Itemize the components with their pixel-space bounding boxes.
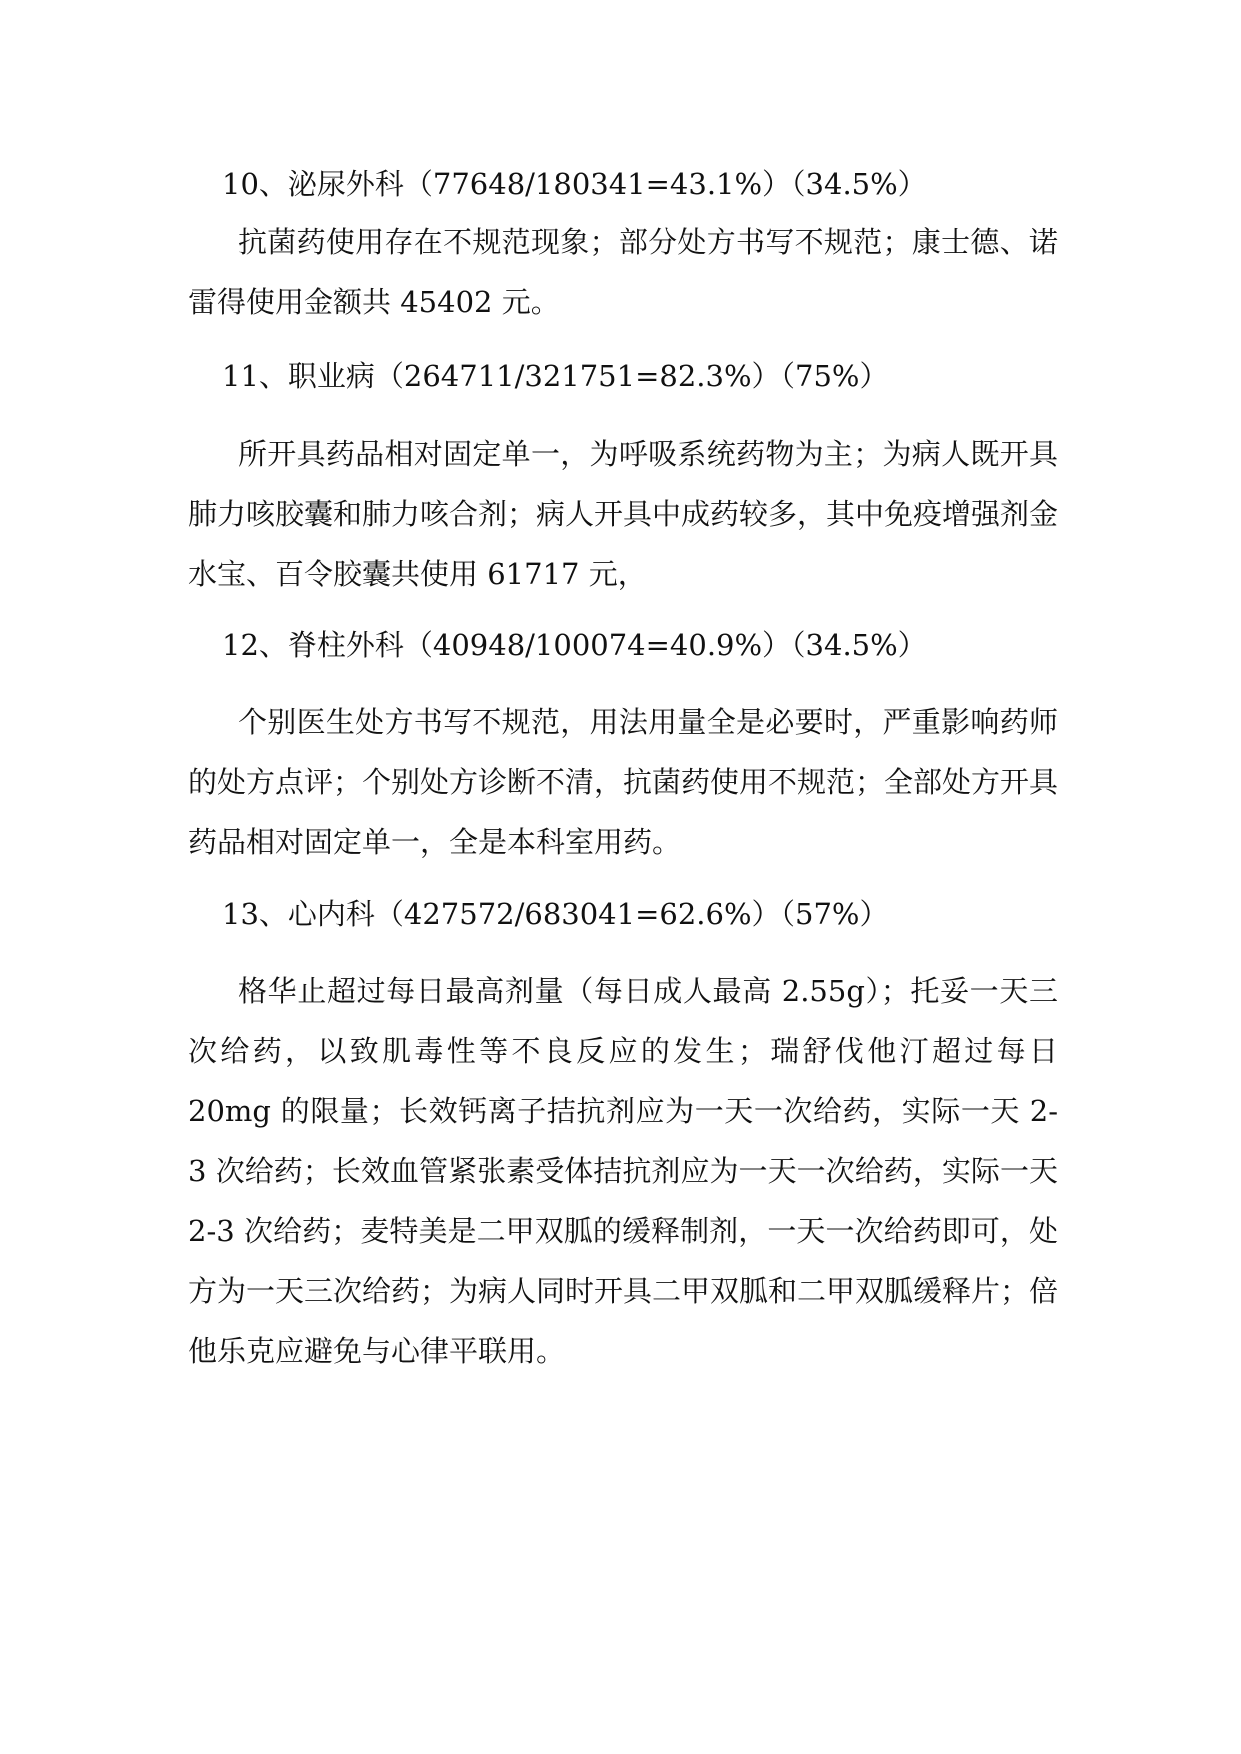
section-heading-cardiology: 13、心内科（427572/683041=62.6%）（57%）	[222, 897, 889, 931]
section-body-spine-surgery: 个别医生处方书写不规范，用法用量全是必要时，严重影响药师的处方点评；个别处方诊断不清，抗菌药使用不规范；全部处方开具药品相对固定单一，全是本科室用药。	[188, 705, 1059, 859]
section-body-cardiology: 格华止超过每日最高剂量（每日成人最高 2.55g）；托妥一天三次给药，以致肌毒性等不良反应的发生；瑞舒伐他汀超过每日 20mg 的限量；长效钙离子拮抗剂应为一天一次给药，实际一天 2-3 次给药；长效血管紧张素受体拮抗剂应为一天一次给药，实际一天 2-3 次给药；麦特美是二甲双胍的缓释制剂，一天一次给药即可，处方为一天三次给药；为病人同时开具二甲双胍和二甲双胍缓释片；倍他乐克应避免与心律平联用。	[188, 974, 1059, 1368]
section-heading-spine-surgery: 12、脊柱外科（40948/100074=40.9%）（34.5%）	[222, 628, 927, 662]
section-body-urology: 抗菌药使用存在不规范现象；部分处方书写不规范；康士德、诺雷得使用金额共 45402 元。	[188, 225, 1058, 319]
section-heading-urology: 10、泌尿外科（77648/180341=43.1%）（34.5%）	[222, 167, 927, 201]
section-body-occupational-disease: 所开具药品相对固定单一，为呼吸系统药物为主；为病人既开具肺力咳胶囊和肺力咳合剂；病人开具中成药较多，其中免疫增强剂金水宝、百令胶囊共使用 61717 元，	[188, 437, 1059, 591]
section-heading-occupational-disease: 11、职业病（264711/321751=82.3%）（75%）	[222, 359, 889, 393]
